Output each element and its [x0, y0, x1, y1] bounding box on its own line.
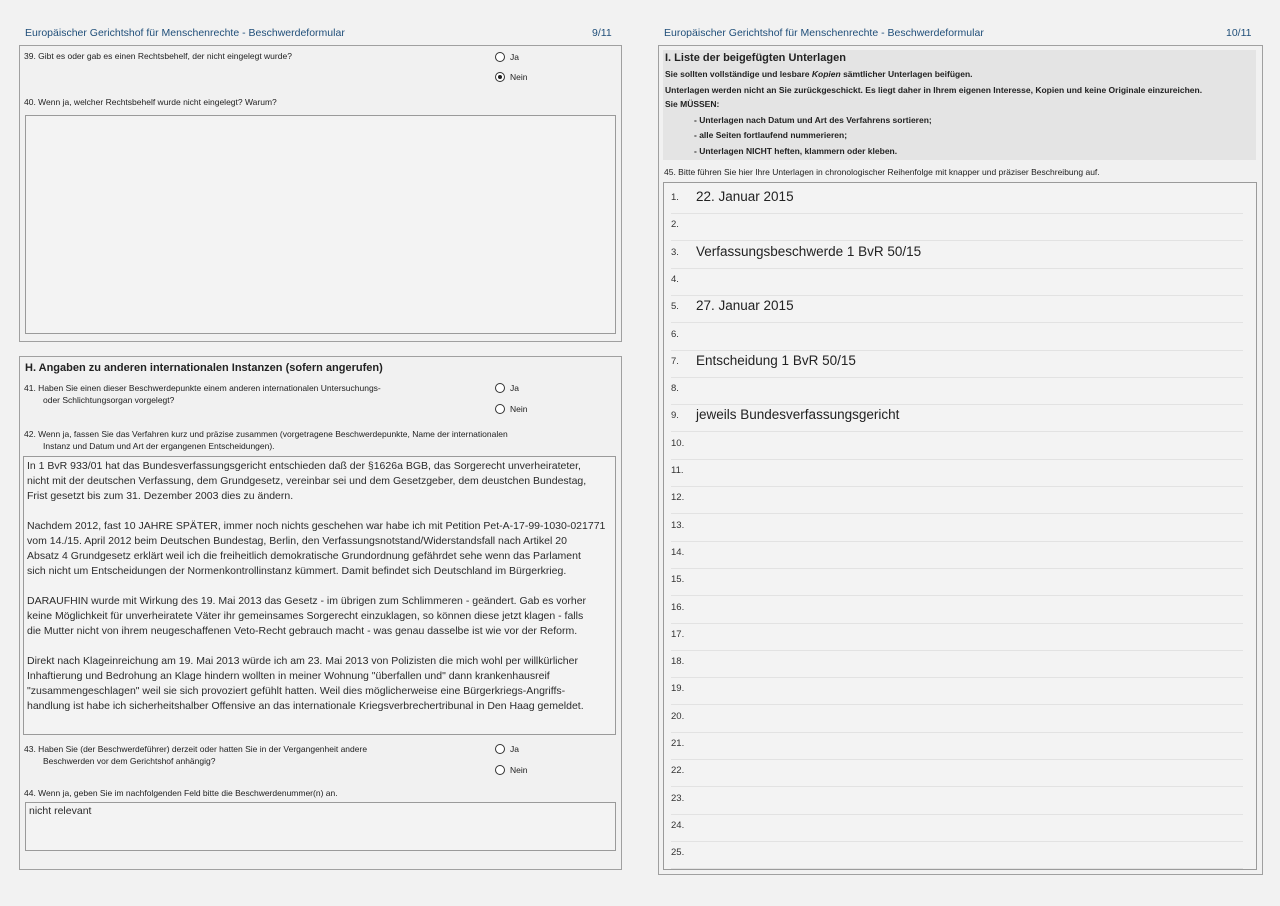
section-i-line-1-pre: Sie sollten vollständige und lesbare — [665, 69, 812, 79]
q41-label-2: oder Schlichtungsorgan vorgelegt? — [43, 395, 175, 405]
document-row[interactable] — [671, 732, 1243, 760]
right-header-title: Europäischer Gerichtshof für Menschenrechte - Beschwerdeformular — [664, 27, 984, 39]
right-page-number: 10/11 — [1226, 27, 1252, 39]
q42-label-1: 42. Wenn ja, fassen Sie das Verfahren kurz und präzise zusammen (vorgetragene Beschwerdepunkte, Name der internationalen — [24, 429, 508, 439]
q45-label: 45. Bitte führen Sie hier Ihre Unterlagen in chronologischer Reihenfolge mit knapper und präziser Beschreibung auf. — [664, 167, 1100, 177]
document-row[interactable] — [671, 650, 1243, 678]
q39-yes-label: Ja — [510, 52, 519, 62]
radio-circle-icon — [495, 383, 505, 393]
document-row[interactable] — [671, 841, 1243, 869]
document-row[interactable] — [671, 186, 1243, 214]
q42-paragraph-4: Direkt nach Klageinreichung am 19. Mai 2013 würde ich am 23. Mai 2013 von Polizisten die mich wohl per willkürlicher Inhaftierung und Bedrohung an Klage hindern wollten in meiner Wohnung "überfallen und" dann krankenhausreif "zusammengeschlagen" weil sie sich provoziert gefühlt hatten. Weil dies möglicherweise eine Bürgerkriegs-Angriffs- handlung ist habe ich sicherheitshalber Offensive an das internationale Kriegsverbrechertribunal in Den Haag gemeldet. — [27, 655, 584, 712]
q39-label: 39. Gibt es oder gab es einen Rechtsbehelf, der nicht eingelegt wurde? — [24, 51, 292, 61]
q41-radio-no[interactable] — [495, 404, 527, 414]
section-i-bullet-3: - Unterlagen NICHT heften, klammern oder kleben. — [694, 146, 898, 156]
section-i-info-panel — [663, 50, 1256, 160]
q44-answer-text: nicht relevant — [29, 805, 92, 817]
document-number: 21. — [671, 738, 685, 749]
document-row[interactable] — [671, 541, 1243, 569]
document-description: Verfassungsbeschwerde 1 BvR 50/15 — [696, 243, 922, 259]
document-row[interactable] — [671, 350, 1243, 378]
document-number: 13. — [671, 519, 685, 531]
document-row[interactable] — [671, 295, 1243, 323]
document-number: 7. — [671, 355, 679, 367]
q43-no-label: Nein — [510, 765, 528, 775]
q44-answer-field[interactable] — [25, 802, 616, 851]
document-row[interactable] — [671, 323, 1243, 351]
document-row[interactable] — [671, 596, 1243, 624]
document-number: 8. — [671, 383, 679, 395]
document-row[interactable] — [671, 432, 1243, 460]
document-description: jeweils Bundesverfassungsgericht — [696, 407, 900, 423]
section-i-line-1-italic: Kopien — [811, 69, 841, 79]
q42-paragraph-3: DARAUFHIN wurde mit Wirkung des 19. Mai 2013 das Gesetz - im übrigen zum Schlimmeren - geändert. Gab es vorher keine Möglichkeit für unverheiratete Väter ihr gemeinsames Sorgerecht einzuklagen, so können diese jetzt klagen - falls die Mutter nicht von ihrem neugeschaffenen Veto-Recht gebrauch macht - was genau dasselbe ist wie vor der Reform. — [27, 595, 587, 637]
q40-answer-field[interactable] — [25, 115, 616, 334]
document-row[interactable] — [671, 514, 1243, 542]
document-number: 15. — [671, 574, 685, 586]
document-description: 22. Januar 2015 — [696, 189, 794, 204]
radio-circle-icon — [495, 765, 505, 775]
q40-label: 40. Wenn ja, welcher Rechtsbehelf wurde nicht eingelegt? Warum? — [24, 97, 277, 107]
q43-radio-no[interactable] — [495, 765, 527, 775]
left-page-number: 9/11 — [592, 27, 612, 39]
document-row[interactable] — [671, 241, 1243, 269]
document-row[interactable] — [671, 459, 1243, 487]
document-row[interactable] — [671, 268, 1243, 296]
q39-no-label: Nein — [510, 72, 528, 82]
radio-circle-icon — [495, 404, 505, 414]
q43-yes-label: Ja — [510, 744, 519, 754]
q42-paragraph-1: In 1 BvR 933/01 hat das Bundesverfassungsgericht entschieden daß der §1626a BGB, das Sorgerecht unverheirateter, nicht mit der deutschen Verfassung, dem Grundgesetz, vereinbar sei und dem Gesetzgeber, dem deustchen Bundestag, Frist gesetzt bis zum 31. Dezember 2003 dies zu ändern. — [27, 460, 587, 502]
section-i-line-2: Unterlagen werden nicht an Sie zurückgeschickt. Es liegt daher in Ihrem eigenen Interesse, Kopien und keine Originale einzureichen. — [665, 85, 1203, 95]
document-number: 12. — [671, 492, 685, 504]
q42-answer-field[interactable] — [23, 456, 616, 735]
document-row[interactable] — [671, 787, 1243, 815]
document-row[interactable] — [671, 759, 1243, 787]
q42-paragraph-2: Nachdem 2012, fast 10 JAHRE SPÄTER, immer noch nichts geschehen war habe ich mit Petition Pet-A-17-99-1030-021771 vom 14./15. April 2012 beim Deutschen Bundestag, Berlin, den Verfassungsnotstand/Widerstandsfall nach Artikel 20 Absatz 4 Grundgesetz erklärt weil ich die freiheitlich demokratische Grundordnung gefährdet sehe wenn das Parlament sich nicht um Entscheidungen der Normenkontrollinstanz kümmert. Damit befindet sich Deutschland im Bürgerkrieg. — [27, 520, 606, 577]
document-number: 2. — [671, 219, 679, 231]
document-row[interactable] — [671, 814, 1243, 842]
radio-circle-icon — [495, 744, 505, 754]
section-i-bullet-2: - alle Seiten fortlaufend nummerieren; — [694, 130, 848, 140]
document-number: 20. — [671, 710, 685, 722]
q44-label: 44. Wenn ja, geben Sie im nachfolgenden Feld bitte die Beschwerdenummer(n) an. — [24, 788, 338, 798]
q43-label-1: 43. Haben Sie (der Beschwerdeführer) derzeit oder hatten Sie in der Vergangenheit andere — [24, 744, 368, 754]
section-i-line-1 — [665, 69, 973, 80]
document-row[interactable] — [671, 213, 1243, 241]
document-number: 17. — [671, 628, 685, 640]
q41-yes-label: Ja — [510, 383, 519, 393]
document-number: 24. — [671, 819, 685, 831]
section-i-line-1-post: sämtlicher Unterlagen beifügen. — [840, 69, 973, 79]
document-number: 25. — [671, 847, 685, 859]
q42-label-2: Instanz und Datum und Art der ergangenen Entscheidungen). — [43, 441, 275, 451]
document-row[interactable] — [671, 377, 1243, 405]
document-row[interactable] — [671, 623, 1243, 651]
document-description: 27. Januar 2015 — [696, 298, 794, 314]
section-h-title: H. Angaben zu anderen internationalen Instanzen (sofern angerufen) — [25, 362, 383, 374]
document-description: Entscheidung 1 BvR 50/15 — [696, 352, 856, 368]
document-row[interactable] — [671, 486, 1243, 514]
document-number: 19. — [671, 683, 685, 695]
document-number: 6. — [671, 328, 679, 340]
q39-radio-no[interactable] — [495, 72, 527, 82]
document-number: 3. — [671, 246, 679, 258]
q41-radio-yes[interactable] — [495, 383, 519, 393]
section-i-bullet-1: - Unterlagen nach Datum und Art des Verfahrens sortieren; — [694, 115, 932, 125]
q43-label-2: Beschwerden vor dem Gerichtshof anhängig? — [43, 756, 216, 766]
q41-label-1: 41. Haben Sie einen dieser Beschwerdepunkte einem anderen internationalen Untersuchungs- — [24, 383, 381, 393]
document-row[interactable] — [671, 404, 1243, 432]
document-number: 1. — [671, 192, 679, 203]
document-row[interactable] — [671, 677, 1243, 705]
radio-checked-icon — [495, 72, 505, 82]
document-number: 18. — [671, 656, 685, 668]
section-i-line-3: Sie MÜSSEN: — [665, 99, 720, 109]
radio-circle-icon — [495, 52, 505, 62]
document-number: 14. — [671, 546, 685, 558]
document-number: 23. — [671, 792, 685, 804]
q41-no-label: Nein — [510, 404, 528, 414]
document-number: 5. — [671, 301, 679, 313]
document-number: 16. — [671, 601, 685, 613]
q39-radio-yes[interactable] — [495, 52, 519, 62]
document-number: 10. — [671, 437, 685, 449]
document-number: 9. — [671, 410, 679, 422]
document-row[interactable] — [671, 568, 1243, 596]
section-i-title: I. Liste der beigefügten Unterlagen — [665, 52, 846, 64]
document-number: 22. — [671, 765, 685, 777]
document-number: 11. — [671, 465, 684, 476]
document-row[interactable] — [671, 705, 1243, 733]
q43-radio-yes[interactable] — [495, 744, 519, 754]
document-number: 4. — [671, 273, 679, 285]
left-header-title: Europäischer Gerichtshof für Menschenrechte - Beschwerdeformular — [25, 27, 345, 39]
